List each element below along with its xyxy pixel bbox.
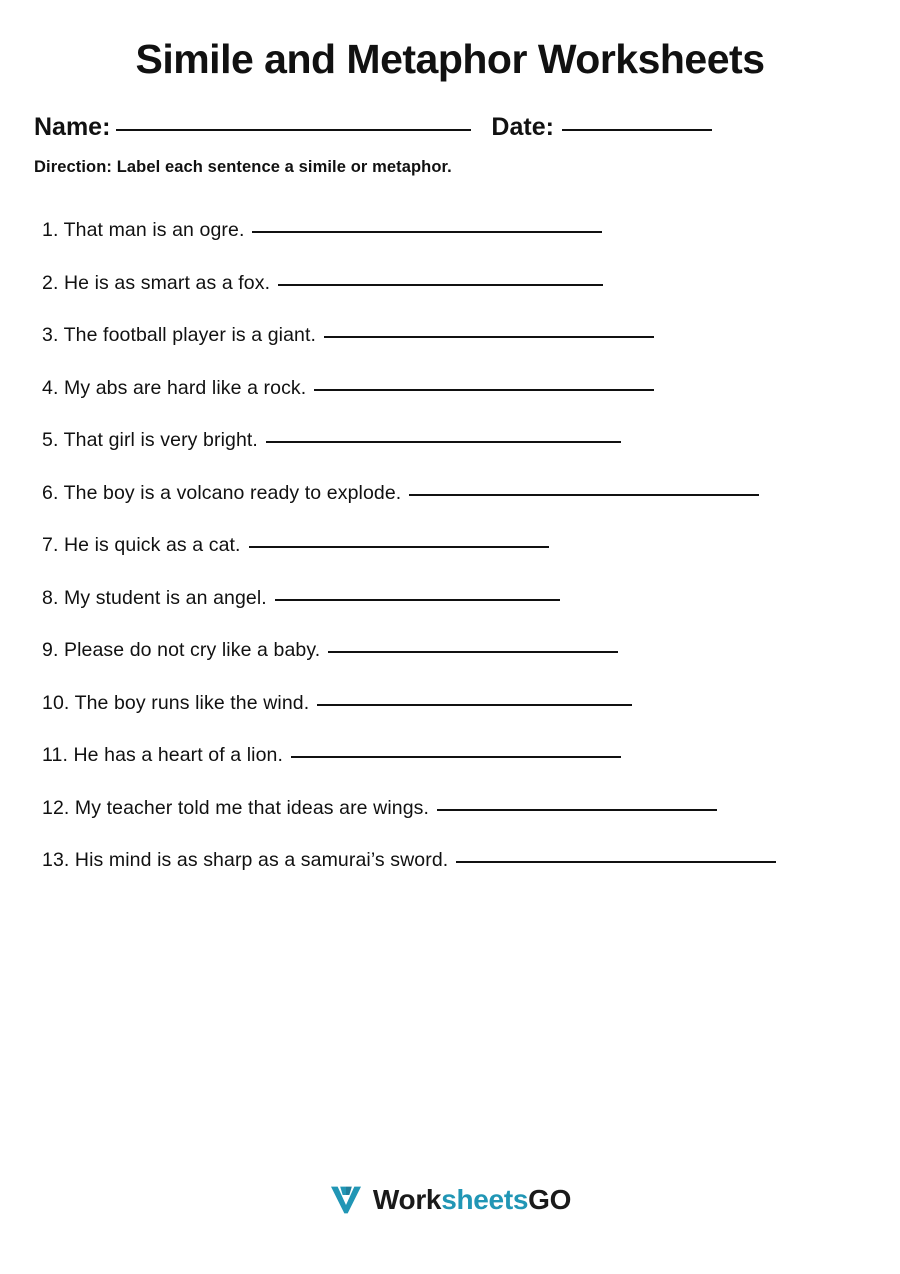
answer-line[interactable] [456,861,776,863]
question-item [42,271,866,294]
question-text: 1. That man is an ogre. [42,219,245,242]
answer-line[interactable] [291,756,621,758]
question-item [42,691,866,714]
worksheetsgo-logo-text [373,1184,571,1216]
direction-text: Direction: Label each sentence a simile or metaphor. [34,158,452,177]
logo-part-work: Work [372,1184,442,1215]
question-text: 10. The boy runs like the wind. [42,691,310,714]
date-input-line[interactable] [562,129,712,131]
answer-line[interactable] [252,231,602,233]
answer-line[interactable] [328,651,618,653]
answer-line[interactable] [275,599,560,601]
question-text: 8. My student is an angel. [42,586,267,609]
question-item [42,851,866,871]
question-item [42,431,866,451]
footer-logo [0,1184,900,1216]
question-item [42,481,866,504]
question-item [42,796,866,819]
question-item [42,746,866,766]
question-text: 5. That girl is very bright. [42,429,258,452]
question-item [42,376,866,399]
name-date-row [34,113,866,142]
page-title: Simile and Metaphor Worksheets [135,36,765,82]
question-text: 9. Please do not cry like a baby. [42,639,321,662]
worksheetsgo-logo-icon [329,1185,363,1215]
answer-line[interactable] [317,704,632,706]
question-text: 13. His mind is as sharp as a samurai’s sword. [42,849,449,872]
question-item [42,326,866,346]
answer-line[interactable] [314,389,654,391]
question-text: 2. He is as smart as a fox. [42,271,271,294]
question-list [34,221,866,871]
answer-line[interactable] [249,546,549,548]
question-item [42,221,866,241]
question-text: 6. The boy is a volcano ready to explode. [42,481,402,504]
logo-part-sheets: sheets [441,1184,529,1215]
question-text: 3. The football player is a giant. [42,324,317,347]
name-input-line[interactable] [116,129,471,131]
answer-line[interactable] [409,494,759,496]
question-item [42,641,866,661]
answer-line[interactable] [266,441,621,443]
answer-line[interactable] [324,336,654,338]
answer-line[interactable] [437,809,717,811]
question-text: 7. He is quick as a cat. [42,534,241,557]
question-item [42,586,866,609]
question-item [42,536,866,556]
question-text: 11. He has a heart of a lion. [42,744,284,767]
question-text: 12. My teacher told me that ideas are wings. [42,796,430,819]
name-label: Name: [34,113,111,142]
answer-line[interactable] [278,284,603,286]
logo-part-go: GO [528,1184,572,1215]
question-text: 4. My abs are hard like a rock. [42,376,307,399]
date-label: Date: [491,113,554,142]
